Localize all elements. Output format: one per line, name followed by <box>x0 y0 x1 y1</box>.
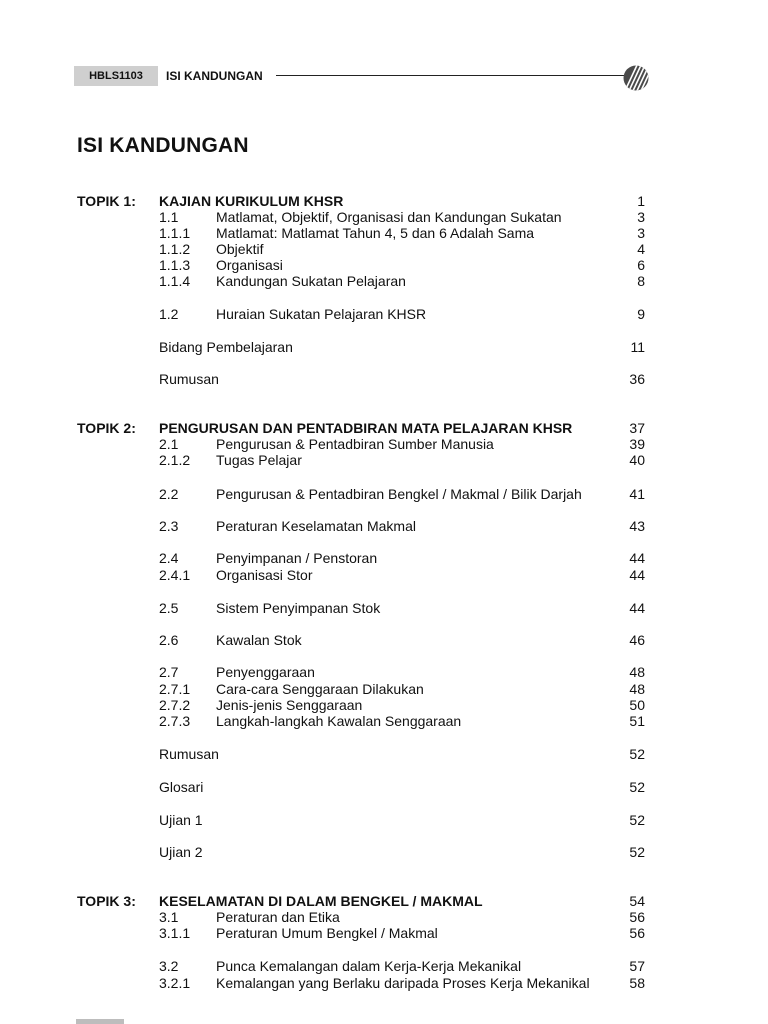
page-number: 37 <box>629 420 645 436</box>
toc-entry-row <box>0 241 768 258</box>
toc-entry-row <box>0 371 768 388</box>
toc-entry-row <box>0 550 768 567</box>
section-title: Peraturan Umum Bengkel / Makmal <box>216 925 438 941</box>
page-number: 48 <box>629 664 645 680</box>
section-title: Matlamat, Objektif, Organisasi dan Kandungan Sukatan <box>216 209 562 225</box>
section-number: 2.4.1 <box>159 567 191 583</box>
header-section-title: ISI KANDUNGAN <box>166 69 263 83</box>
toc-entry-row <box>0 273 768 290</box>
section-number: 2.1 <box>159 436 179 452</box>
page-number: 46 <box>629 632 645 648</box>
section-number: 3.2 <box>159 958 179 974</box>
page-number: 43 <box>629 518 645 534</box>
page-number: 11 <box>630 339 645 355</box>
page-number: 54 <box>629 893 645 909</box>
section-title: Objektif <box>216 241 264 257</box>
page-number: 50 <box>629 697 645 713</box>
section-number: 2.7.3 <box>159 713 191 729</box>
section-title: Penyenggaraan <box>216 664 315 680</box>
page-number: 56 <box>629 909 645 925</box>
page-number: 4 <box>637 241 645 257</box>
page-number: 3 <box>637 225 645 241</box>
page-number: 44 <box>629 600 645 616</box>
toc-entry-row <box>0 909 768 926</box>
toc-entry-row <box>0 664 768 681</box>
page-number: 52 <box>629 844 645 860</box>
toc-entry-row <box>0 812 768 829</box>
page-title: ISI KANDUNGAN <box>77 134 249 157</box>
toc-entry-row <box>0 697 768 714</box>
striped-globe-logo-icon <box>618 65 652 91</box>
toc-entry-row <box>0 681 768 698</box>
page-number: 56 <box>629 925 645 941</box>
page-number: 9 <box>637 306 645 322</box>
section-number: 2.4 <box>159 550 179 566</box>
page-number: 52 <box>629 746 645 762</box>
page-number: 36 <box>629 371 645 387</box>
page-number: 44 <box>629 567 645 583</box>
toc-entry-row <box>0 844 768 861</box>
toc-entry-row <box>0 306 768 323</box>
toc-entry-row <box>0 486 768 503</box>
section-number: 3.1 <box>159 909 179 925</box>
page-number: 48 <box>629 681 645 697</box>
section-title: Kandungan Sukatan Pelajaran <box>216 273 406 289</box>
section-title: Rumusan <box>159 371 219 387</box>
topic-number: TOPIK 1: <box>77 193 136 209</box>
page-number: 44 <box>629 550 645 566</box>
toc-entry-row <box>0 713 768 730</box>
toc-topic-row <box>0 193 768 210</box>
section-number: 2.5 <box>159 600 179 616</box>
header-rule <box>276 75 626 76</box>
section-title: Kawalan Stok <box>216 632 302 648</box>
toc-entry-row <box>0 225 768 242</box>
section-title: Langkah-langkah Kawalan Senggaraan <box>216 713 462 729</box>
toc-entry-row <box>0 567 768 584</box>
toc-entry-row <box>0 632 768 649</box>
section-title: Huraian Sukatan Pelajaran KHSR <box>216 306 427 322</box>
section-number: 2.3 <box>159 518 179 534</box>
toc-entry-row <box>0 452 768 469</box>
page-number: 1 <box>637 193 645 209</box>
toc-entry-row <box>0 746 768 763</box>
section-title: Jenis-jenis Senggaraan <box>216 697 363 713</box>
section-number: 1.1.3 <box>159 257 191 273</box>
section-title: Pengurusan & Pentadbiran Sumber Manusia <box>216 436 494 452</box>
page-number: 3 <box>637 209 645 225</box>
toc-entry-row <box>0 339 768 356</box>
section-number: 1.1.2 <box>159 241 191 257</box>
section-title: Cara-cara Senggaraan Dilakukan <box>216 681 424 697</box>
page-number: 57 <box>629 958 645 974</box>
toc-entry-row <box>0 958 768 975</box>
footer-bar <box>76 1019 124 1024</box>
section-title: Punca Kemalangan dalam Kerja-Kerja Mekanikal <box>216 958 522 974</box>
section-title: Matlamat: Matlamat Tahun 4, 5 dan 6 Adalah Sama <box>216 225 535 241</box>
toc-entry-row <box>0 209 768 226</box>
topic-title: KESELAMATAN DI DALAM BENGKEL / MAKMAL <box>159 893 483 909</box>
section-title: Tugas Pelajar <box>216 452 302 468</box>
toc-entry-row <box>0 436 768 453</box>
toc-entry-row <box>0 518 768 535</box>
section-title: Organisasi <box>216 257 283 273</box>
toc-entry-row <box>0 257 768 274</box>
page-number: 52 <box>629 779 645 795</box>
section-title: Pengurusan & Pentadbiran Bengkel / Makmal / Bilik Darjah <box>216 486 582 502</box>
section-number: 3.2.1 <box>159 975 191 991</box>
section-title: Organisasi Stor <box>216 567 313 583</box>
section-number: 1.1.1 <box>159 225 191 241</box>
section-title: Peraturan dan Etika <box>216 909 340 925</box>
section-title: Kemalangan yang Berlaku daripada Proses Kerja Mekanikal <box>216 975 590 991</box>
section-title: Ujian 1 <box>159 812 203 828</box>
page-number: 40 <box>629 452 645 468</box>
section-title: Bidang Pembelajaran <box>159 339 293 355</box>
section-number: 2.1.2 <box>159 452 191 468</box>
page-number: 8 <box>637 273 645 289</box>
toc-topic-row <box>0 893 768 910</box>
course-code: HBLS1103 <box>74 66 158 86</box>
section-number: 2.7.2 <box>159 697 191 713</box>
section-title: Penyimpanan / Penstoran <box>216 550 378 566</box>
toc-entry-row <box>0 779 768 796</box>
section-number: 2.2 <box>159 486 179 502</box>
page-number: 58 <box>629 975 645 991</box>
section-number: 3.1.1 <box>159 925 191 941</box>
page-number: 39 <box>629 436 645 452</box>
topic-title: KAJIAN KURIKULUM KHSR <box>159 193 344 209</box>
section-title: Peraturan Keselamatan Makmal <box>216 518 416 534</box>
section-title: Sistem Penyimpanan Stok <box>216 600 381 616</box>
toc-entry-row <box>0 600 768 617</box>
section-title: Glosari <box>159 779 204 795</box>
topic-title: PENGURUSAN DAN PENTADBIRAN MATA PELAJARAN KHSR <box>159 420 573 436</box>
section-number: 2.6 <box>159 632 179 648</box>
section-number: 2.7.1 <box>159 681 191 697</box>
running-header <box>74 65 654 87</box>
toc-entry-row <box>0 925 768 942</box>
topic-number: TOPIK 2: <box>77 420 136 436</box>
topic-number: TOPIK 3: <box>77 893 136 909</box>
page-number: 6 <box>637 257 645 273</box>
section-number: 1.1 <box>159 209 179 225</box>
page-number: 52 <box>629 812 645 828</box>
toc-topic-row <box>0 420 768 437</box>
section-number: 2.7 <box>159 664 179 680</box>
section-number: 1.2 <box>159 306 179 322</box>
section-number: 1.1.4 <box>159 273 191 289</box>
toc-entry-row <box>0 975 768 992</box>
section-title: Rumusan <box>159 746 219 762</box>
section-title: Ujian 2 <box>159 844 203 860</box>
page-number: 41 <box>629 486 645 502</box>
page-number: 51 <box>629 713 645 729</box>
